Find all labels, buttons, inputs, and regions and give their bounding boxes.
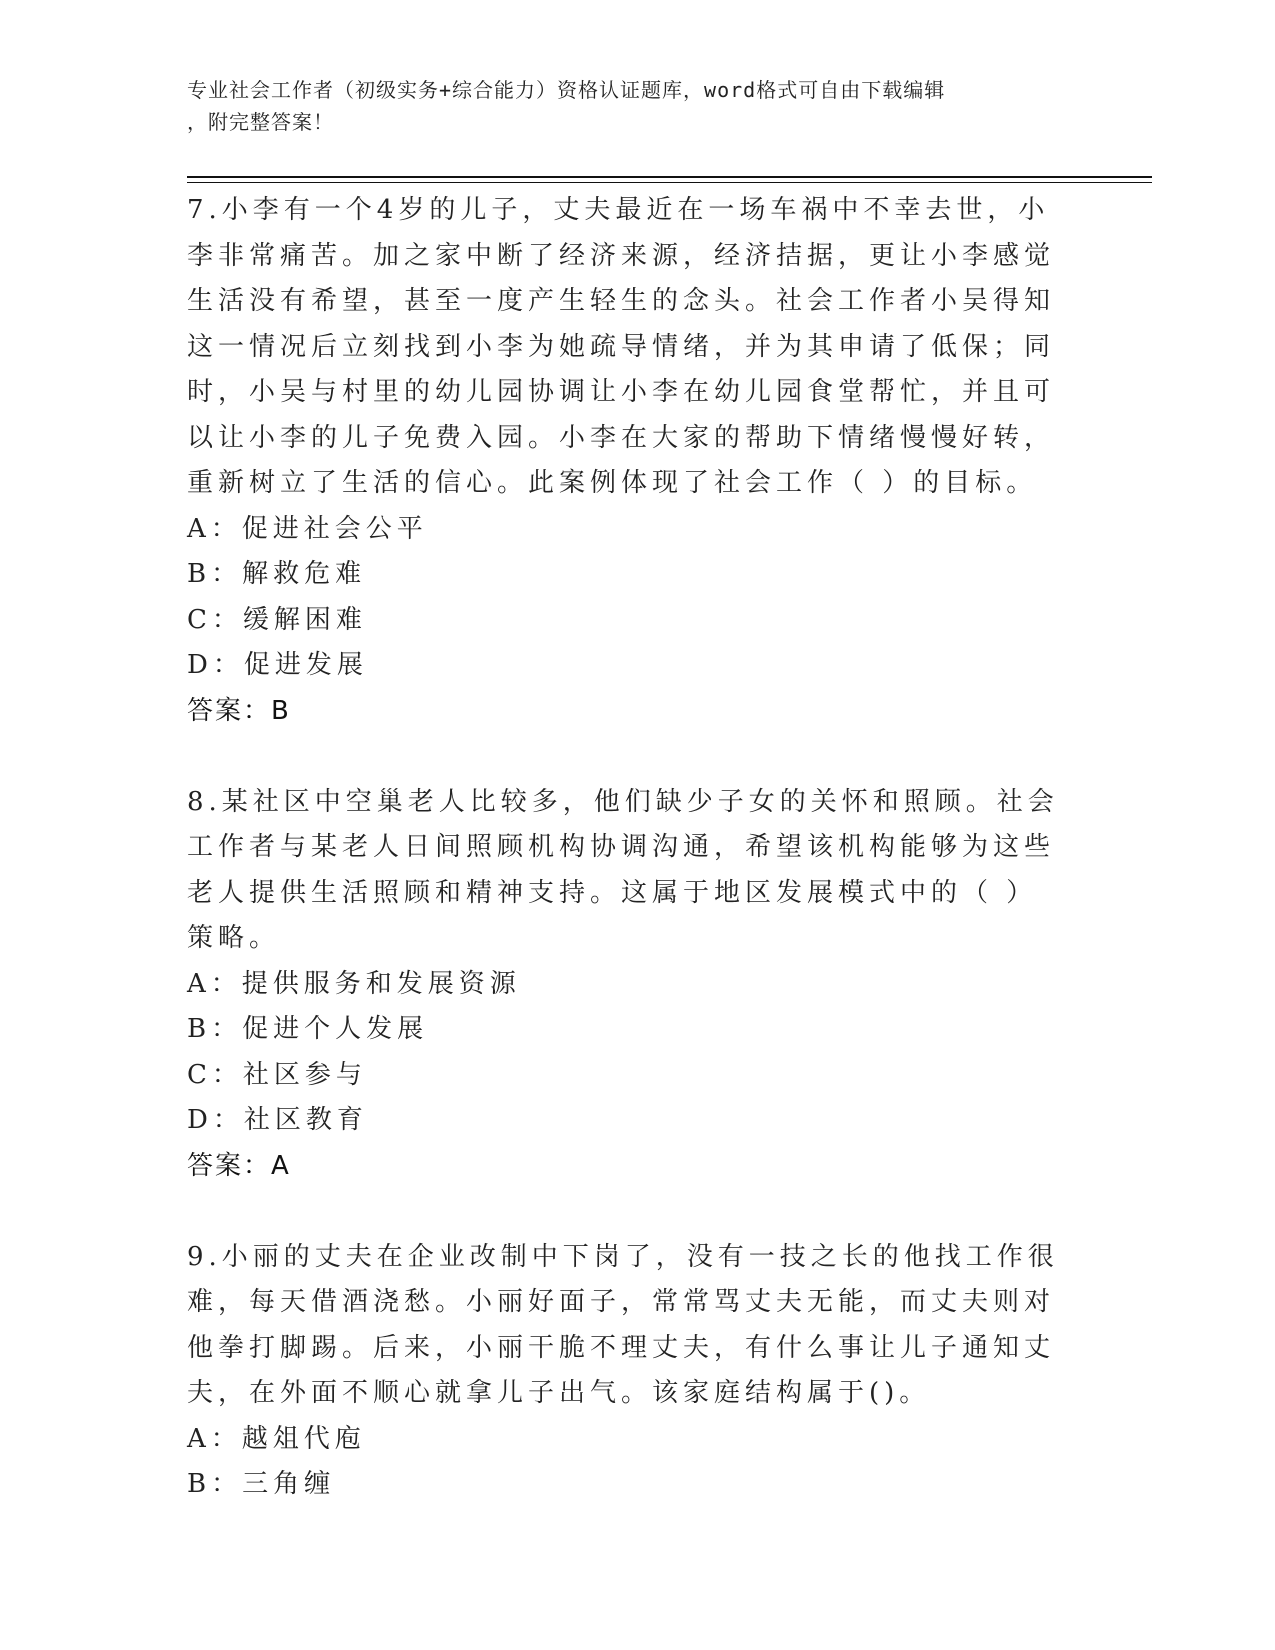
option-d: D：社区教育 [187, 1105, 368, 1135]
header-line-1: 专业社会工作者（初级实务+综合能力）资格认证题库，word格式可自由下载编辑 [187, 78, 946, 102]
option-c: C：社区参与 [187, 1059, 367, 1090]
question-text: 8.某社区中空巢老人比较多，他们缺少子女的关怀和照顾。社会工作者与某老人日间照顾机构协调沟通，希望该机构能够为这些老人提供生活照顾和精神支持。这属于地区发展模式中的（ ）策略。 [187, 786, 1059, 953]
header-rule-thin [187, 182, 1152, 183]
option-list [187, 1417, 1067, 1508]
question-7 [187, 188, 1067, 734]
spacer [187, 1189, 1067, 1235]
header-line-2: ，附完整答案！ [187, 110, 334, 134]
spacer [187, 734, 1067, 780]
page-header [187, 74, 1087, 138]
option-list [187, 507, 1067, 689]
answer: 答案：B [187, 695, 291, 726]
option-list [187, 962, 1067, 1144]
option-b: B：三角缠 [187, 1469, 336, 1499]
question-8 [187, 780, 1067, 1190]
question-text: 7.小李有一个4岁的儿子，丈夫最近在一场车祸中不幸去世，小李非常痛苦。加之家中断了经济来源，经济拮据，更让小李感觉生活没有希望，甚至一度产生轻生的念头。社会工作者小吴得知这一情况后立刻找到小李为她疏导情绪，并为其申请了低保；同时，小吴与村里的幼儿园协调让小李在幼儿园食堂帮忙，并且可以让小李的儿子免费入园。小李在大家的帮助下情绪慢慢好转，重新树立了生活的信心。此案例体现了社会工作（ ）的目标。 [187, 195, 1056, 498]
option-c: C：缓解困难 [187, 604, 367, 635]
option-d: D：促进发展 [187, 650, 368, 680]
answer: 答案：A [187, 1150, 291, 1181]
option-b: B：解救危难 [187, 559, 367, 589]
question-list [187, 188, 1067, 1508]
option-a: A：促进社会公平 [187, 513, 428, 544]
question-9 [187, 1235, 1067, 1508]
option-a: A：越俎代庖 [187, 1423, 366, 1454]
question-text: 9.小丽的丈夫在企业改制中下岗了，没有一技之长的他找工作很难，每天借酒浇愁。小丽好面子，常常骂丈夫无能，而丈夫则对他拳打脚踢。后来，小丽干脆不理丈夫，有什么事让儿子通知丈夫，在外面不顺心就拿儿子出气。该家庭结构属于()。 [187, 1241, 1059, 1408]
header-rule-thick [187, 176, 1152, 178]
option-a: A：提供服务和发展资源 [187, 968, 521, 999]
option-b: B：促进个人发展 [187, 1014, 429, 1044]
